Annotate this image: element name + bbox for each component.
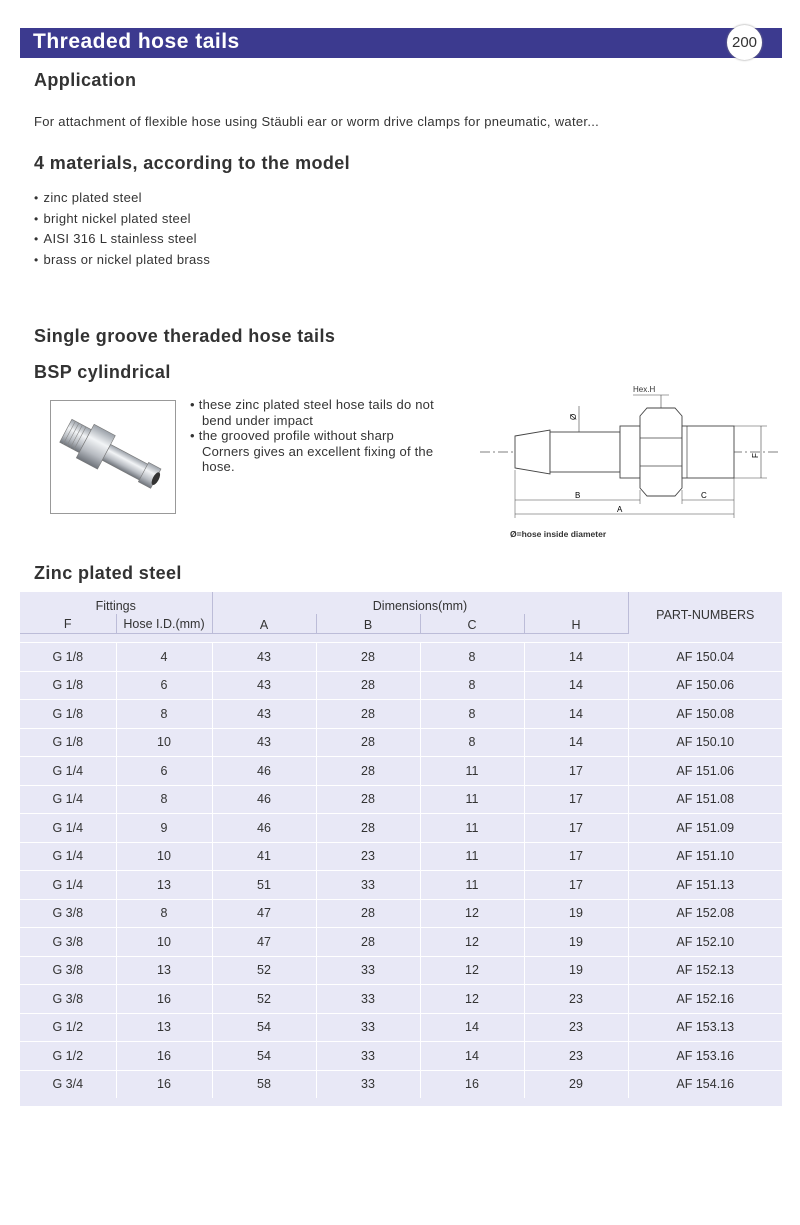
table-cell: 43 bbox=[212, 671, 316, 700]
table-cell: 14 bbox=[524, 671, 628, 700]
table-cell: G 1/4 bbox=[20, 842, 116, 871]
table-cell: 17 bbox=[524, 871, 628, 900]
table-cell: AF 152.13 bbox=[628, 956, 782, 985]
table-cell: 17 bbox=[524, 757, 628, 786]
table-cell: 13 bbox=[116, 1013, 212, 1042]
table-cell: 8 bbox=[420, 728, 524, 757]
table-row bbox=[20, 1042, 782, 1071]
col-hose-header: Hose I.D.(mm) bbox=[116, 614, 212, 634]
table-cell: 6 bbox=[116, 671, 212, 700]
table-cell: 28 bbox=[316, 643, 420, 672]
table-cell: G 1/8 bbox=[20, 700, 116, 729]
table-cell: G 1/2 bbox=[20, 1013, 116, 1042]
table-heading: Zinc plated steel bbox=[34, 563, 182, 583]
table-cell: 17 bbox=[524, 842, 628, 871]
table-cell: 33 bbox=[316, 1042, 420, 1071]
f-label: F bbox=[751, 453, 760, 458]
table-cell: AF 150.04 bbox=[628, 643, 782, 672]
col-c-header: C bbox=[420, 614, 524, 634]
table-cell: 6 bbox=[116, 757, 212, 786]
table-cell: 17 bbox=[524, 814, 628, 843]
dia-label: Ø bbox=[569, 413, 578, 420]
application-heading: Application bbox=[34, 70, 137, 90]
table-cell: 8 bbox=[420, 671, 524, 700]
table-cell: 33 bbox=[316, 956, 420, 985]
c-label: C bbox=[701, 491, 707, 500]
table-cell: 10 bbox=[116, 842, 212, 871]
section-subheading: BSP cylindrical bbox=[34, 362, 171, 382]
col-f-header: F bbox=[20, 614, 116, 634]
col-a-header: A bbox=[212, 614, 316, 634]
table-cell: G 1/8 bbox=[20, 671, 116, 700]
page-title: Threaded hose tails bbox=[33, 30, 240, 53]
table-cell: 16 bbox=[116, 1070, 212, 1098]
table-cell: 33 bbox=[316, 1070, 420, 1098]
table-cell: 8 bbox=[116, 700, 212, 729]
table-cell: AF 151.08 bbox=[628, 785, 782, 814]
table-cell: G 1/4 bbox=[20, 814, 116, 843]
table-cell: 11 bbox=[420, 814, 524, 843]
table-cell: 47 bbox=[212, 928, 316, 957]
feature-list bbox=[190, 397, 445, 475]
materials-heading: 4 materials, according to the model bbox=[34, 153, 351, 173]
table-cell: 52 bbox=[212, 985, 316, 1014]
dimensions-group-header: Dimensions(mm) bbox=[212, 592, 628, 614]
table-cell: 33 bbox=[316, 1013, 420, 1042]
table-cell: 43 bbox=[212, 643, 316, 672]
table-cell: 10 bbox=[116, 928, 212, 957]
table-cell: 23 bbox=[524, 1013, 628, 1042]
table-cell: AF 150.06 bbox=[628, 671, 782, 700]
table-cell: 8 bbox=[420, 700, 524, 729]
table-row bbox=[20, 956, 782, 985]
table-cell: AF 152.10 bbox=[628, 928, 782, 957]
table-cell: 11 bbox=[420, 871, 524, 900]
table-row bbox=[20, 985, 782, 1014]
table-row bbox=[20, 757, 782, 786]
table-cell: 14 bbox=[420, 1042, 524, 1071]
technical-drawing bbox=[475, 378, 785, 548]
hose-tail-photo bbox=[50, 400, 176, 514]
page-number-badge: 200 bbox=[727, 25, 762, 60]
table-cell: 28 bbox=[316, 700, 420, 729]
table-cell: G 1/4 bbox=[20, 785, 116, 814]
table-row bbox=[20, 728, 782, 757]
table-row bbox=[20, 899, 782, 928]
b-label: B bbox=[575, 491, 581, 500]
table-cell: 11 bbox=[420, 785, 524, 814]
table-cell: 11 bbox=[420, 842, 524, 871]
material-item: • bright nickel plated steel bbox=[34, 211, 210, 232]
table-row bbox=[20, 1013, 782, 1042]
table-cell: 23 bbox=[524, 1042, 628, 1071]
table-cell: G 3/8 bbox=[20, 956, 116, 985]
table-cell: 12 bbox=[420, 928, 524, 957]
table-cell: 43 bbox=[212, 700, 316, 729]
table-row bbox=[20, 700, 782, 729]
table-cell: 28 bbox=[316, 928, 420, 957]
table-cell: 46 bbox=[212, 814, 316, 843]
table-cell: G 3/8 bbox=[20, 899, 116, 928]
table-cell: G 1/8 bbox=[20, 728, 116, 757]
table-cell: G 3/8 bbox=[20, 928, 116, 957]
table-cell: 14 bbox=[524, 700, 628, 729]
table-body bbox=[20, 634, 782, 1107]
col-b-header: B bbox=[316, 614, 420, 634]
material-item: • AISI 316 L stainless steel bbox=[34, 231, 210, 252]
table-cell: G 1/2 bbox=[20, 1042, 116, 1071]
feature-item: • the grooved profile without sharp Corners gives an excellent fixing of the hose. bbox=[190, 428, 445, 475]
table-cell: 16 bbox=[420, 1070, 524, 1098]
table-cell: 19 bbox=[524, 928, 628, 957]
table-cell: AF 152.08 bbox=[628, 899, 782, 928]
table-cell: AF 151.09 bbox=[628, 814, 782, 843]
table-cell: 14 bbox=[524, 643, 628, 672]
table-cell: 28 bbox=[316, 814, 420, 843]
material-item: • zinc plated steel bbox=[34, 190, 210, 211]
table-cell: 19 bbox=[524, 956, 628, 985]
table-cell: 46 bbox=[212, 785, 316, 814]
table-cell: AF 153.16 bbox=[628, 1042, 782, 1071]
table-cell: AF 154.16 bbox=[628, 1070, 782, 1098]
table-cell: AF 151.10 bbox=[628, 842, 782, 871]
col-h-header: H bbox=[524, 614, 628, 634]
table-cell: G 1/4 bbox=[20, 757, 116, 786]
table-cell: 16 bbox=[116, 985, 212, 1014]
part-numbers-header: PART-NUMBERS bbox=[656, 607, 755, 622]
table-row bbox=[20, 928, 782, 957]
fittings-group-header: Fittings bbox=[20, 592, 212, 614]
table-cell: G 3/8 bbox=[20, 985, 116, 1014]
table-cell: 51 bbox=[212, 871, 316, 900]
table-cell: 28 bbox=[316, 728, 420, 757]
table-cell: 52 bbox=[212, 956, 316, 985]
table-cell: G 3/4 bbox=[20, 1070, 116, 1098]
table-cell: 17 bbox=[524, 785, 628, 814]
hex-label: Hex.H bbox=[633, 385, 656, 394]
table-row bbox=[20, 643, 782, 672]
a-label: A bbox=[617, 505, 623, 514]
table-row bbox=[20, 671, 782, 700]
table-cell: 23 bbox=[316, 842, 420, 871]
table-cell: 8 bbox=[116, 785, 212, 814]
table-cell: AF 150.10 bbox=[628, 728, 782, 757]
table-row bbox=[20, 785, 782, 814]
table-cell: 13 bbox=[116, 871, 212, 900]
table-cell: G 1/8 bbox=[20, 643, 116, 672]
table-cell: 16 bbox=[116, 1042, 212, 1071]
table-cell: 58 bbox=[212, 1070, 316, 1098]
table-cell: 14 bbox=[420, 1013, 524, 1042]
table-cell: 33 bbox=[316, 985, 420, 1014]
table-cell: 54 bbox=[212, 1013, 316, 1042]
table-cell: 33 bbox=[316, 871, 420, 900]
table-row bbox=[20, 1070, 782, 1098]
feature-item: • these zinc plated steel hose tails do not bend under impact bbox=[190, 397, 445, 428]
table-cell: 28 bbox=[316, 757, 420, 786]
table-row bbox=[20, 814, 782, 843]
table-cell: 41 bbox=[212, 842, 316, 871]
table-cell: 19 bbox=[524, 899, 628, 928]
table-cell: 46 bbox=[212, 757, 316, 786]
table-row bbox=[20, 871, 782, 900]
table-cell: 47 bbox=[212, 899, 316, 928]
table-row bbox=[20, 842, 782, 871]
table-cell: 28 bbox=[316, 671, 420, 700]
table-cell: 14 bbox=[524, 728, 628, 757]
table-cell: G 1/4 bbox=[20, 871, 116, 900]
table-cell: 13 bbox=[116, 956, 212, 985]
table-cell: 54 bbox=[212, 1042, 316, 1071]
table-cell: AF 150.08 bbox=[628, 700, 782, 729]
material-item: • brass or nickel plated brass bbox=[34, 252, 210, 273]
application-text: For attachment of flexible hose using Stäubli ear or worm drive clamps for pneumatic, water... bbox=[34, 114, 600, 129]
table-cell: 10 bbox=[116, 728, 212, 757]
table-cell: AF 151.06 bbox=[628, 757, 782, 786]
materials-list bbox=[34, 190, 210, 272]
table-cell: 28 bbox=[316, 785, 420, 814]
table-cell: 12 bbox=[420, 956, 524, 985]
table-cell: 8 bbox=[420, 643, 524, 672]
table-cell: 29 bbox=[524, 1070, 628, 1098]
table-cell: 8 bbox=[116, 899, 212, 928]
spec-table bbox=[20, 592, 782, 1106]
table-cell: 4 bbox=[116, 643, 212, 672]
title-bar bbox=[20, 28, 782, 58]
table-cell: 28 bbox=[316, 899, 420, 928]
drawing-note: Ø=hose inside diameter bbox=[510, 529, 607, 539]
table-cell: 23 bbox=[524, 985, 628, 1014]
table-cell: AF 151.13 bbox=[628, 871, 782, 900]
table-cell: AF 153.13 bbox=[628, 1013, 782, 1042]
section-heading: Single groove theraded hose tails bbox=[34, 326, 336, 346]
table-cell: 9 bbox=[116, 814, 212, 843]
table-cell: 11 bbox=[420, 757, 524, 786]
table-cell: AF 152.16 bbox=[628, 985, 782, 1014]
table-cell: 12 bbox=[420, 985, 524, 1014]
table-cell: 12 bbox=[420, 899, 524, 928]
table-cell: 43 bbox=[212, 728, 316, 757]
